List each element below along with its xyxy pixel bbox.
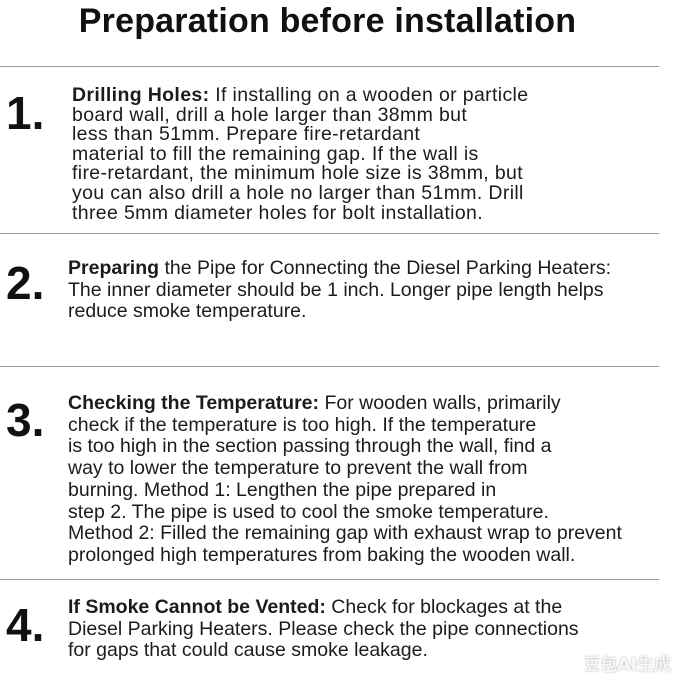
step-1-line-5: fire-retardant, the minimum hole size is 38mm, but xyxy=(72,162,523,185)
step-2-number: 2. xyxy=(6,257,45,309)
step-4-line-3: for gaps that could cause smoke leakage. xyxy=(68,639,428,661)
step-3-line-8: prolonged high temperatures from baking the wooden wall. xyxy=(68,543,576,566)
step-4-text xyxy=(68,597,579,662)
step-2-heading: Preparing xyxy=(68,257,160,279)
step-3-line-3: is too high in the section passing through the wall, find a xyxy=(68,435,552,458)
step-3-heading: Checking the Temperature: xyxy=(68,392,320,414)
watermark: 豆包AI生成 xyxy=(583,655,671,675)
step-4-heading: If Smoke Cannot be Vented: xyxy=(68,596,326,618)
step-1-number: 1. xyxy=(6,87,45,139)
step-1-text xyxy=(72,86,528,223)
step-2-line-3: reduce smoke temperature. xyxy=(68,300,307,322)
step-1-line-6: you can also drill a hole no larger than 51mm. Drill xyxy=(72,181,524,204)
divider xyxy=(0,366,659,367)
step-4-line-1: If Smoke Cannot be Vented: Check for blockages at the xyxy=(68,596,563,618)
step-4-line-2: Diesel Parking Heaters. Please check the pipe connections xyxy=(68,617,579,640)
divider xyxy=(0,66,659,67)
step-1-line-3: less than 51mm. Prepare fire-retardant xyxy=(72,123,421,146)
step-1-line-7: three 5mm diameter holes for bolt installation. xyxy=(72,201,483,224)
step-3-line-6: step 2. The pipe is used to cool the smoke temperature. xyxy=(68,500,549,523)
step-3-line-1: Checking the Temperature: For wooden walls, primarily xyxy=(68,392,561,414)
step-3-text xyxy=(68,393,622,567)
step-2-text xyxy=(68,258,611,323)
step-3-line-5: burning. Method 1: Lengthen the pipe prepared in xyxy=(68,478,497,501)
divider xyxy=(0,579,659,580)
step-1-heading: Drilling Holes: xyxy=(72,84,210,106)
step-2-line-2: The inner diameter should be 1 inch. Longer pipe length helps xyxy=(68,278,604,301)
step-3-number: 3. xyxy=(6,394,45,446)
step-1-line-4: material to fill the remaining gap. If the wall is xyxy=(72,142,479,165)
step-3-line-2: check if the temperature is too high. If the temperature xyxy=(68,413,537,436)
page-title: Preparation before installation xyxy=(78,2,577,40)
step-4-number: 4. xyxy=(6,599,45,651)
step-1-line-1: Drilling Holes: If installing on a wooden or particle xyxy=(72,84,529,106)
divider xyxy=(0,233,659,234)
step-3-line-7: Method 2: Filled the remaining gap with exhaust wrap to prevent xyxy=(68,522,622,545)
step-2-line-1: Preparing the Pipe for Connecting the Diesel Parking Heaters: xyxy=(68,257,612,279)
step-1-line-2: board wall, drill a hole larger than 38mm but xyxy=(72,103,468,126)
step-3-line-4: way to lower the temperature to prevent the wall from xyxy=(68,457,528,480)
